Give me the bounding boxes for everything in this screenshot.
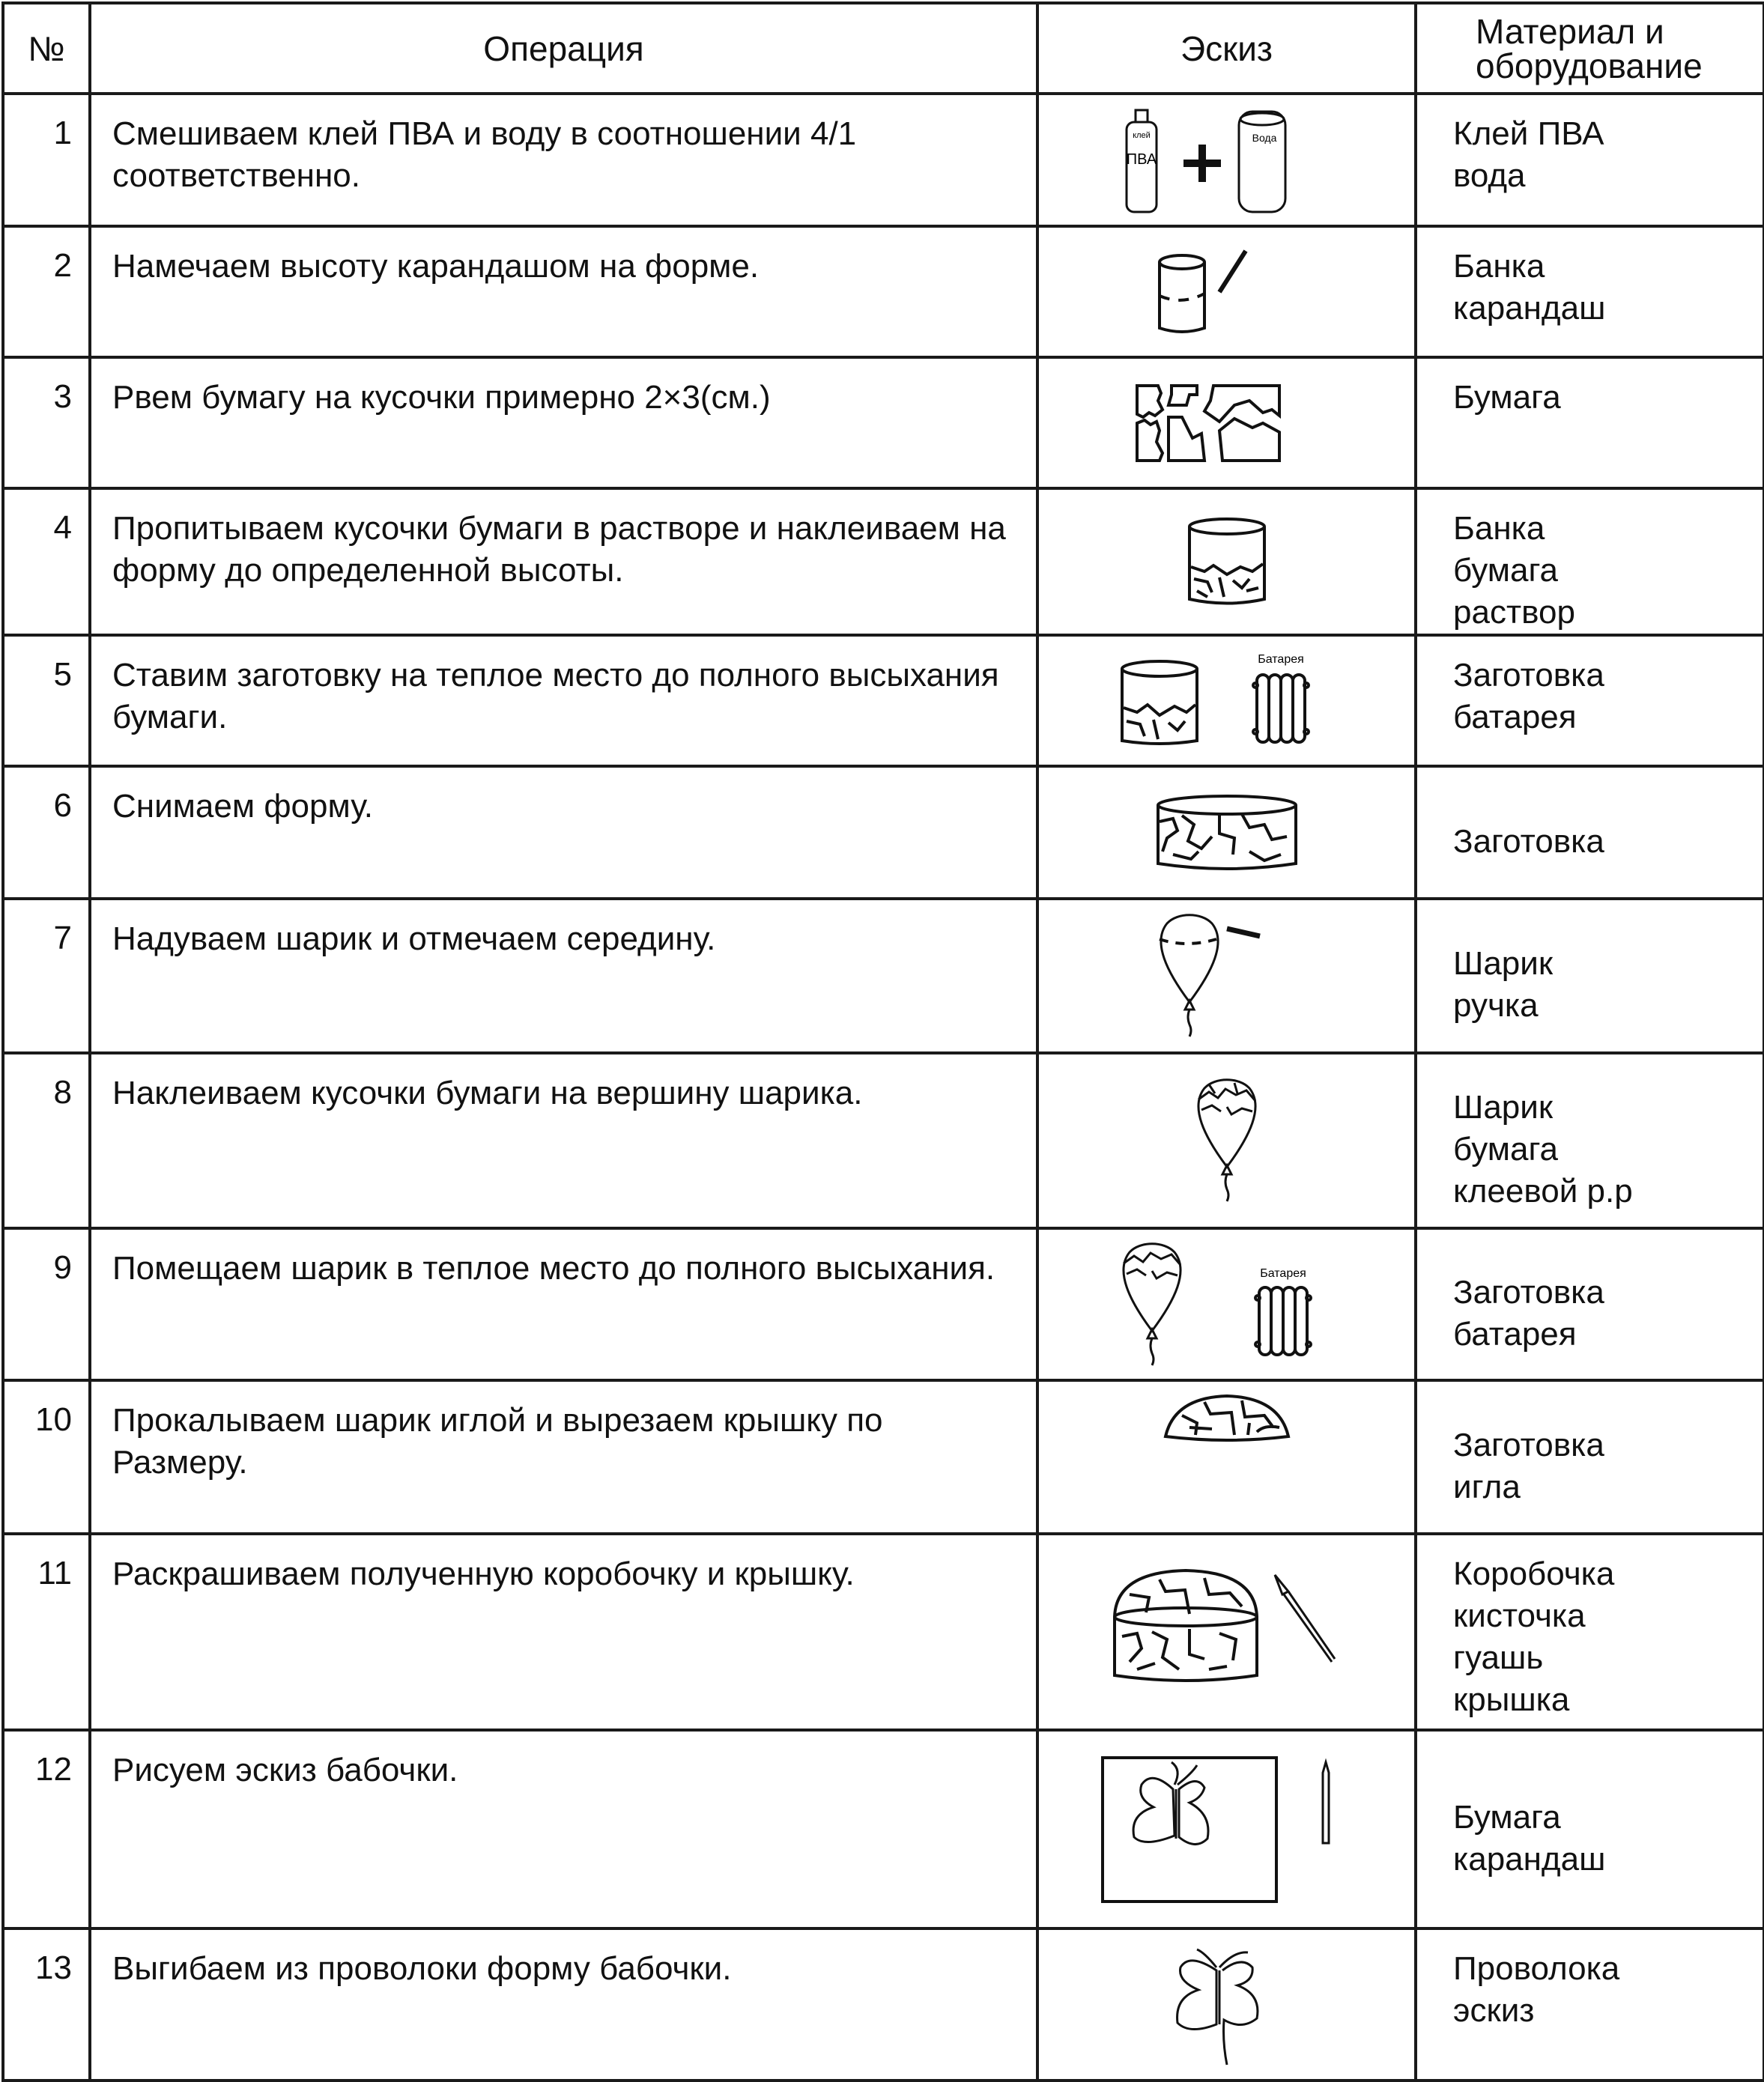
- svg-text:клей: клей: [1132, 130, 1151, 140]
- sketch-cell: [1037, 1228, 1416, 1380]
- table-row: [3, 1053, 1764, 1228]
- row-number: 1: [3, 94, 90, 226]
- row-number: 3: [3, 357, 90, 488]
- header-sketch: Эскиз: [1037, 3, 1416, 94]
- table-row: [3, 635, 1764, 766]
- table-row: [3, 1730, 1764, 1928]
- table-row: [3, 766, 1764, 899]
- row-number: 11: [3, 1534, 90, 1730]
- pen-icon: [1227, 929, 1260, 936]
- jar-marked-icon: [1160, 255, 1204, 332]
- header-operation: Операция: [90, 3, 1037, 94]
- box-and-brush-sketch: [1107, 1564, 1347, 1699]
- operation-text: Намечаем высоту карандашом на форме.: [90, 226, 1037, 357]
- materials-cell: Клей ПВА вода: [1416, 94, 1764, 226]
- table-row: [3, 899, 1764, 1053]
- jar-with-paper-icon: [1175, 513, 1279, 610]
- table-header-row: [3, 3, 1764, 94]
- row-number: 8: [3, 1053, 90, 1228]
- materials-cell: Заготовка батарея: [1416, 1228, 1764, 1380]
- operation-text: Рвем бумагу на кусочки примерно 2×3(см.): [90, 357, 1037, 488]
- butterfly-drawing-icon: [1103, 1758, 1276, 1902]
- sketch-cell: [1037, 1928, 1416, 2081]
- operation-text: Ставим заготовку на теплое место до полного высыхания бумаги.: [90, 635, 1037, 766]
- row-number: 7: [3, 899, 90, 1053]
- balloon-and-pen-sketch: [1152, 912, 1302, 1040]
- table-row: [3, 357, 1764, 488]
- materials-cell: Заготовка: [1416, 766, 1764, 899]
- operation-text: Смешиваем клей ПВА и воду в соотношении 4/1 соответственно.: [90, 94, 1037, 226]
- balloon-with-paper-icon: [1123, 1243, 1180, 1365]
- header-num: №: [3, 3, 90, 94]
- operation-text: Надуваем шарик и отмечаем середину.: [90, 899, 1037, 1053]
- materials-cell: Шарик бумага клеевой р.р: [1416, 1053, 1764, 1228]
- paintbrush-icon: [1275, 1575, 1335, 1662]
- jar-and-radiator-sketch: [1115, 652, 1339, 750]
- operations-table: [1, 1, 1764, 2082]
- operation-text: Пропитываем кусочки бумаги в растворе и наклеиваем на форму до определенной высоты.: [90, 488, 1037, 635]
- torn-paper-icon: [1130, 378, 1324, 468]
- operation-text: Рисуем эскиз бабочки.: [90, 1730, 1037, 1928]
- sketch-cell: [1037, 899, 1416, 1053]
- row-number: 13: [3, 1928, 90, 2081]
- sketch-cell: [1037, 1053, 1416, 1228]
- sketch-cell: [1037, 226, 1416, 357]
- pencil-icon: [1323, 1762, 1329, 1843]
- table-row: [3, 488, 1764, 635]
- materials-cell: Шарик ручка: [1416, 899, 1764, 1053]
- row-number: 10: [3, 1380, 90, 1534]
- sketch-cell: [1037, 766, 1416, 899]
- materials-cell: Бумага карандаш: [1416, 1730, 1764, 1928]
- table-row: [3, 1380, 1764, 1534]
- butterfly-drawing-and-pencil-sketch: [1100, 1755, 1354, 1905]
- svg-text:Вода: Вода: [1252, 131, 1276, 144]
- materials-cell: Коробочка кисточка гуашь крышка: [1416, 1534, 1764, 1730]
- operation-text: Раскрашиваем полученную коробочку и крышку.: [90, 1534, 1037, 1730]
- materials-cell: Банка бумага раствор: [1416, 488, 1764, 635]
- balloon-and-radiator-sketch: [1115, 1241, 1339, 1368]
- materials-cell: Банка карандаш: [1416, 226, 1764, 357]
- table-row: [3, 226, 1764, 357]
- operation-text: Наклеиваем кусочки бумаги на вершину шарика.: [90, 1053, 1037, 1228]
- sketch-cell: [1037, 357, 1416, 488]
- materials-cell: Заготовка игла: [1416, 1380, 1764, 1534]
- row-number: 9: [3, 1228, 90, 1380]
- radiator-icon: [1253, 675, 1309, 742]
- sketch-cell: [1037, 488, 1416, 635]
- table-row: [3, 94, 1764, 226]
- pencil-icon: [1219, 251, 1246, 292]
- sketch-cell: [1037, 94, 1416, 226]
- paper-dome-lid-icon: [1160, 1390, 1294, 1525]
- materials-cell: Проволока эскиз: [1416, 1928, 1764, 2081]
- jar-with-paper-icon: [1122, 661, 1197, 744]
- sketch-cell: [1037, 635, 1416, 766]
- sketch-cell: [1037, 1380, 1416, 1534]
- paper-box-icon: [1152, 792, 1302, 874]
- table-row: [3, 1928, 1764, 2081]
- wire-butterfly-icon: [1160, 1937, 1294, 2072]
- sketch-cell: [1037, 1534, 1416, 1730]
- balloon-marked-icon: [1160, 915, 1218, 1037]
- plus-icon: [1183, 145, 1221, 182]
- table-row: [3, 1534, 1764, 1730]
- water-jar-icon: [1239, 112, 1285, 212]
- svg-text:Батарея: Батарея: [1259, 1266, 1306, 1280]
- operation-text: Помещаем шарик в теплое место до полного высыхания.: [90, 1228, 1037, 1380]
- row-number: 6: [3, 766, 90, 899]
- sketch-cell: [1037, 1730, 1416, 1928]
- materials-cell: Заготовка батарея: [1416, 635, 1764, 766]
- materials-cell: Бумага: [1416, 357, 1764, 488]
- radiator-icon: [1255, 1287, 1311, 1355]
- row-number: 5: [3, 635, 90, 766]
- operation-text: Выгибаем из проволоки форму бабочки.: [90, 1928, 1037, 2081]
- header-material: Материал и оборудование: [1416, 3, 1764, 94]
- balloon-with-paper-icon: [1182, 1077, 1272, 1204]
- glue-plus-water-sketch: [1115, 104, 1339, 216]
- table-row: [3, 1228, 1764, 1380]
- operation-text: Снимаем форму.: [90, 766, 1037, 899]
- svg-text:ПВА: ПВА: [1126, 151, 1157, 168]
- operation-text: Прокалываем шарик иглой и вырезаем крышку по Размеру.: [90, 1380, 1037, 1534]
- row-number: 12: [3, 1730, 90, 1928]
- svg-text:Батарея: Батарея: [1257, 652, 1304, 666]
- row-number: 4: [3, 488, 90, 635]
- row-number: 2: [3, 226, 90, 357]
- jar-and-pencil-sketch: [1145, 247, 1309, 337]
- box-with-lid-icon: [1115, 1570, 1257, 1681]
